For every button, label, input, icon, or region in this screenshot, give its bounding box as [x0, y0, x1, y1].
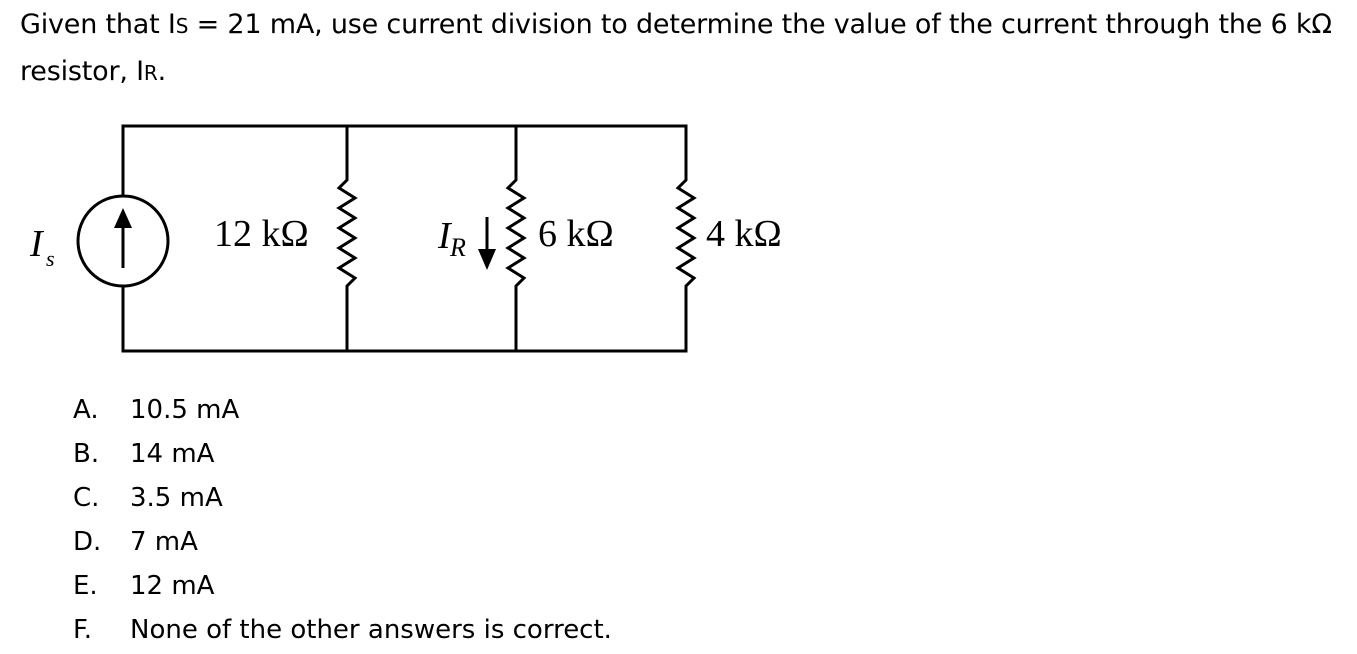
question-subscript-r: R: [143, 61, 158, 85]
source-label: I: [30, 223, 43, 265]
choice-f[interactable]: [73, 608, 612, 652]
resistor-4k: [678, 126, 694, 351]
question-subscript-s: S: [175, 14, 189, 38]
ir-arrow: [478, 217, 496, 270]
choice-letter: D.: [73, 527, 102, 557]
choice-text: None of the other answers is correct.: [130, 615, 612, 645]
resistor-12k-label: 12 kΩ: [214, 213, 309, 255]
arrow-down-icon: [478, 249, 496, 270]
resistor-6k: [508, 126, 524, 351]
question-part1: Given that I: [20, 9, 176, 40]
choice-text: 14 mA: [130, 439, 215, 469]
source-label-sub: s: [46, 246, 55, 271]
choice-letter: E.: [73, 571, 98, 601]
question-part3: .: [157, 56, 166, 87]
resistor-12k: [339, 126, 355, 351]
choice-letter: F.: [73, 615, 93, 645]
ir-label-sub: R: [450, 233, 466, 262]
choice-d[interactable]: [73, 520, 612, 564]
current-source-symbol: [78, 196, 168, 286]
resistor-4k-label: 4 kΩ: [706, 213, 782, 255]
choice-text: 10.5 mA: [130, 395, 240, 425]
choice-letter: B.: [73, 439, 100, 469]
ir-label: I: [438, 215, 451, 257]
choice-letter: C.: [73, 483, 100, 513]
choice-text: 3.5 mA: [130, 483, 223, 513]
choice-text: 12 mA: [130, 571, 215, 601]
choice-e[interactable]: [73, 564, 612, 608]
choice-b[interactable]: [73, 432, 612, 476]
answer-choices: [73, 388, 612, 652]
choice-a[interactable]: [73, 388, 612, 432]
choice-text: 7 mA: [130, 527, 198, 557]
choice-letter: A.: [73, 395, 99, 425]
resistor-6k-label: 6 kΩ: [538, 213, 614, 255]
question-part2: = 21 mA, use current division to determine the value of the current through the 6 kΩ resistor, I: [20, 9, 1332, 87]
choice-c[interactable]: [73, 476, 612, 520]
